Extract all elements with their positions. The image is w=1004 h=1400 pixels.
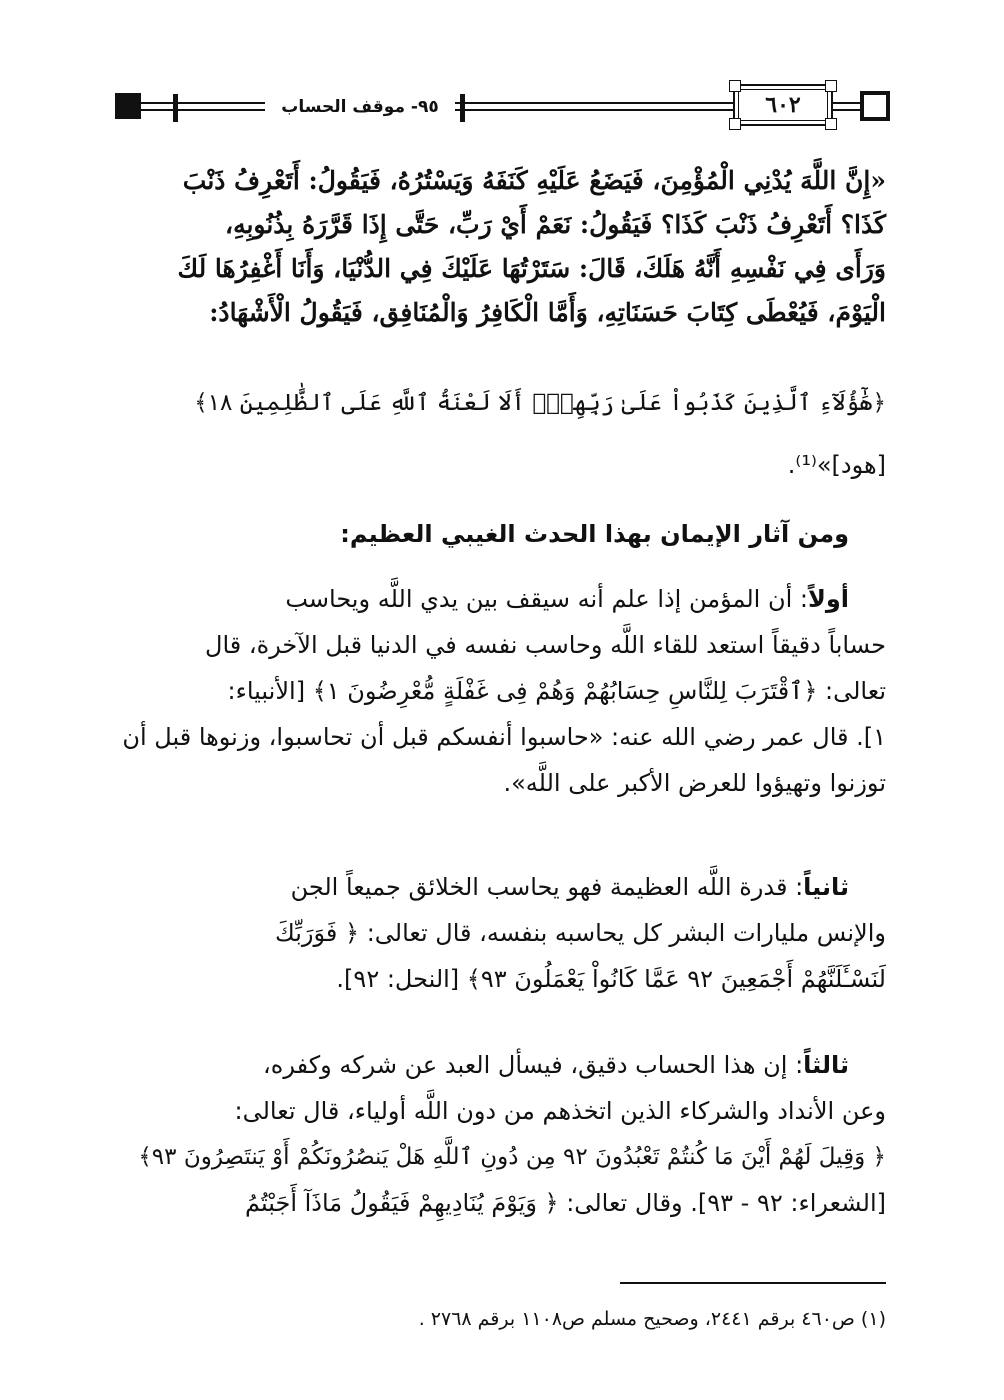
- paragraph-line: تعالى: ﴿ٱقْتَرَبَ لِلنَّاسِ حِسَابُهُمْ وَهُمْ فِى غَفْلَةٍ مُّعْرِضُونَ ١﴾ [الأنبياء:: [227, 677, 886, 705]
- paragraph-label: ثانياً: [803, 873, 849, 901]
- header-left-square-ornament: [115, 93, 141, 119]
- hadith-reference: [هود]»⁽¹⁾.: [787, 451, 886, 479]
- footnote-separator: [620, 1282, 886, 1284]
- section-heading: ومن آثار الإيمان بهذا الحدث الغيبي العظيم:: [340, 520, 849, 548]
- paragraph-label: ثالثاً: [803, 1051, 849, 1079]
- quran-verse-line: ﴿هَٰٓؤُلَآءِ ٱلَّذِينَ كَذَبُواْ عَلَىٰ رَبِّهِمْۚ أَلَا لَعْنَةُ ٱللَّهِ عَلَى ٱلظَّٰلِمِينَ ١٨﴾: [194, 390, 886, 416]
- paragraph-line: حساباً دقيقاً استعد للقاء اللَّه وحاسب نفسه في الدنيا قبل الآخرة، قال: [205, 631, 886, 659]
- paragraph-label: أولاً: [807, 585, 849, 613]
- header-bar-ornament: [460, 94, 465, 122]
- header-right-square-ornament: [860, 91, 890, 121]
- chapter-title: ٩٥- موقف الحساب: [265, 92, 455, 122]
- page-number: ٦٠٢: [751, 90, 815, 120]
- footnote: (١) ص٤٦٠ برقم ٢٤٤١، وصحيح مسلم ص١١٠٨ برقم ٢٧٦٨ .: [418, 1308, 886, 1330]
- hadith-line: الْيَوْمَ، فَيُعْطَى كِتَابَ حَسَنَاتِهِ، وَأَمَّا الْكَافِرُ وَالْمُنَافِق، فَيَقُولُ الْأَشْهَادُ:: [209, 298, 886, 327]
- paragraph-line: أولاً: أن المؤمن إذا علم أنه سيقف بين يدي اللَّه ويحاسب: [285, 585, 849, 613]
- page-number-frame: [733, 84, 833, 126]
- paragraph-line: ثانياً: قدرة اللَّه العظيمة فهو يحاسب الخلائق جميعاً الجن: [290, 873, 849, 901]
- hadith-line: كَذَا؟ أَتَعْرِفُ ذَنْبَ كَذَا؟ فَيَقُولُ: نَعَمْ أَيْ رَبِّ، حَتَّى إِذَا قَرَّرَهُ بِذُنُوبِهِ،: [225, 210, 886, 239]
- paragraph-line: والإنس مليارات البشر كل يحاسبه بنفسه، قال تعالى: ﴿ فَوَرَبِّكَ: [275, 919, 886, 947]
- paragraph-line: توزنوا وتهيؤوا للعرض الأكبر على اللَّه».: [503, 769, 886, 797]
- hadith-line: وَرَأَى فِي نَفْسِهِ أَنَّهُ هَلَكَ، قَالَ: سَتَرْتُهَا عَلَيْكَ فِي الدُّنْيَا، وَأَنَا أَغْفِرُهَا لَكَ: [177, 254, 886, 283]
- paragraph-line: لَنَسْـَٔلَنَّهُمْ أَجْمَعِينَ ٩٢ عَمَّا كَانُواْ يَعْمَلُونَ ٩٣﴾ [النحل: ٩٢].: [336, 965, 886, 993]
- paragraph-line: [الشعراء: ٩٢ - ٩٣]. وقال تعالى: ﴿ وَيَوْمَ يُنَادِيهِمْ فَيَقُولُ مَاذَآ أَجَبْتُمُ: [245, 1189, 886, 1217]
- page-header: [115, 82, 890, 132]
- paragraph-line: ثالثاً: إن هذا الحساب دقيق، فيسأل العبد عن شركه وكفره،: [263, 1051, 849, 1079]
- hadith-line: «إِنَّ اللَّهَ يُدْنِي الْمُؤْمِنَ، فَيَضَعُ عَلَيْهِ كَنَفَهُ وَيَسْتُرُهُ، فَيَقُولُ: أَتَعْرِفُ ذَنْبَ: [182, 166, 886, 195]
- paragraph-line: وعن الأنداد والشركاء الذين اتخذهم من دون اللَّه أولياء، قال تعالى:: [234, 1097, 886, 1125]
- quran-verse-line: ﴿ وَقِيلَ لَهُمْ أَيْنَ مَا كُنتُمْ تَعْبُدُونَ ٩٢ مِن دُونِ ٱللَّهِ هَلْ يَنصُرُونَكُمْ أَوْ يَنتَصِرُونَ ٩٣﴾: [138, 1144, 886, 1170]
- paragraph-line: ١]. قال عمر رضي الله عنه: «حاسبوا أنفسكم قبل أن تحاسبوا، وزنوها قبل أن: [122, 723, 886, 751]
- header-bar-ornament: [173, 94, 178, 122]
